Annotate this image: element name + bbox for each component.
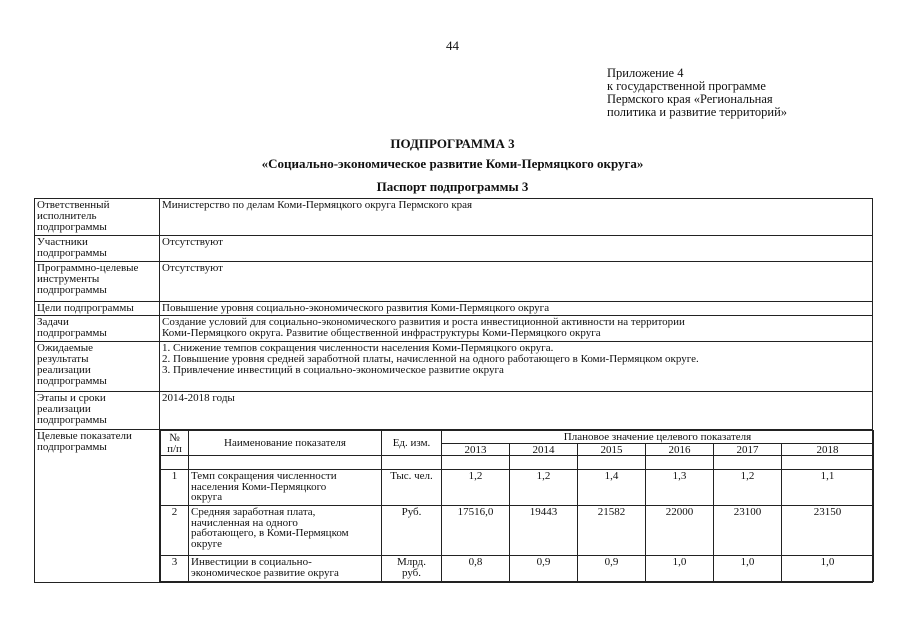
value-line: Отсутствуют [162, 236, 223, 248]
header-num-line: № [169, 432, 180, 444]
row-value [160, 392, 873, 430]
unit-line: руб. [401, 566, 422, 579]
label-line: Задачи [37, 316, 69, 328]
passport-table [34, 198, 873, 583]
name-line: Темп сокращения численности [191, 470, 337, 482]
label-line: Ожидаемые [37, 342, 94, 354]
label-line: подпрограммы [37, 327, 107, 339]
value-2014: 0,9 [510, 556, 578, 582]
value-2017: 23100 [714, 506, 782, 556]
name-line: Инвестиции в социально- [191, 556, 312, 568]
name-line: экономическое развитие округа [191, 566, 339, 579]
value-line: Создание условий для социально-экономического развития и роста инвестиционной активности на территории [162, 316, 685, 328]
value-2018: 1,0 [782, 556, 874, 582]
header-num [161, 431, 189, 456]
year-2017: 2017 [714, 443, 782, 456]
value-line: 3. Привлечение инвестиций в социально-экономическое развитие округа [162, 364, 504, 376]
row-num: 2 [161, 506, 189, 556]
row-unit: Руб. [382, 506, 442, 556]
row-label [35, 316, 160, 342]
name-line: округа [191, 491, 223, 503]
value-line: Отсутствуют [162, 262, 223, 274]
value-2014: 1,2 [510, 470, 578, 506]
indicators-spacer-row [161, 456, 874, 470]
spacer-cell [714, 456, 782, 470]
label-line: подпрограммы [37, 414, 107, 426]
value-line: Министерство по делам Коми-Пермяцкого округа Пермского края [162, 199, 473, 211]
row-name [189, 556, 382, 582]
row-label [35, 342, 160, 392]
value-line: Повышение уровня социально-экономического развития Коми-Пермяцкого округа [162, 302, 550, 314]
value-2013: 17516,0 [442, 506, 510, 556]
row-unit: Тыс. чел. [382, 470, 442, 506]
name-line: населения Коми-Пермяцкого [191, 480, 327, 493]
row-value [160, 262, 873, 302]
label-line: подпрограммы [37, 221, 107, 233]
table-row [161, 506, 874, 556]
subprogram-title: ПОДПРОГРАММА 3 [390, 136, 515, 151]
label-line: Программно-целевые [37, 262, 139, 274]
table-row [161, 470, 874, 506]
value-2013: 1,2 [442, 470, 510, 506]
value-2018: 1,1 [782, 470, 874, 506]
year-2015: 2015 [578, 443, 646, 456]
value-2017: 1,0 [714, 556, 782, 582]
year-2018: 2018 [782, 443, 874, 456]
row-value [160, 199, 873, 236]
row-num: 1 [161, 470, 189, 506]
label-line: Этапы и сроки [37, 392, 106, 404]
spacer-cell [161, 456, 189, 470]
row-label [35, 262, 160, 302]
spacer-cell [442, 456, 510, 470]
row-goals [35, 302, 873, 316]
row-label [35, 430, 160, 583]
header-unit: Ед. изм. [382, 431, 442, 456]
value-2013: 0,8 [442, 556, 510, 582]
spacer-cell [782, 456, 874, 470]
label-line: подпрограммы [37, 284, 107, 296]
row-value [160, 302, 873, 316]
row-value [160, 236, 873, 262]
spacer-cell [646, 456, 714, 470]
year-2013: 2013 [442, 443, 510, 456]
appendix-line: политика и развитие территорий» [607, 105, 788, 119]
year-2016: 2016 [646, 443, 714, 456]
label-line: Участники [37, 236, 88, 248]
row-num: 3 [161, 556, 189, 582]
label-line: подпрограммы [37, 375, 107, 387]
indicators-header-row [161, 431, 874, 444]
value-2015: 21582 [578, 506, 646, 556]
label-line: результаты [37, 353, 89, 365]
header-plan: Плановое значение целевого показателя [442, 431, 874, 444]
row-label [35, 392, 160, 430]
value-line: Коми-Пермяцкого округа. Развитие общественной инфраструктуры Коми-Пермяцкого округа [162, 327, 601, 339]
year-2014: 2014 [510, 443, 578, 456]
row-name [189, 470, 382, 506]
row-value [160, 342, 873, 392]
label-line: реализации [37, 403, 91, 415]
row-label [35, 302, 160, 316]
header-num-line: п/п [167, 442, 182, 455]
value-2016: 22000 [646, 506, 714, 556]
value-2015: 1,4 [578, 470, 646, 506]
row-indicators [35, 430, 873, 583]
passport-title: Паспорт подпрограммы 3 [376, 179, 529, 194]
row-name [189, 506, 382, 556]
value-2017: 1,2 [714, 470, 782, 506]
spacer-cell [578, 456, 646, 470]
value-2016: 1,0 [646, 556, 714, 582]
indicators-table [160, 430, 874, 582]
row-results [35, 342, 873, 392]
row-tasks [35, 316, 873, 342]
label-line: подпрограммы [37, 247, 107, 259]
name-line: работающего, в Коми-Пермяцком [191, 527, 349, 539]
spacer-cell [189, 456, 382, 470]
value-2014: 19443 [510, 506, 578, 556]
value-line: 2014-2018 годы [162, 392, 235, 404]
label-line: инструменты [37, 273, 100, 285]
value-line: 1. Снижение темпов сокращения численности населения Коми-Пермяцкого округа. [162, 342, 554, 354]
appendix-line: к государственной программе [607, 79, 766, 93]
name-line: округе [191, 537, 222, 550]
label-line: Целевые показатели [37, 430, 132, 442]
row-value [160, 316, 873, 342]
label-line: подпрограммы [37, 441, 107, 453]
label-line: исполнитель [37, 210, 97, 222]
row-stages [35, 392, 873, 430]
row-instruments [35, 262, 873, 302]
subprogram-name: «Социально-экономическое развитие Коми-Пермяцкого округа» [261, 156, 644, 171]
appendix-note [607, 67, 787, 119]
table-row [161, 556, 874, 582]
appendix-line: Приложение 4 [607, 66, 684, 80]
row-unit [382, 556, 442, 582]
value-2018: 23150 [782, 506, 874, 556]
label-line: реализации [37, 364, 91, 376]
label-line: Ответственный [37, 199, 110, 211]
page-number: 44 [446, 38, 459, 53]
row-participants [35, 236, 873, 262]
spacer-cell [382, 456, 442, 470]
appendix-line: Пермского края «Региональная [607, 92, 773, 106]
indicators-cell [160, 430, 873, 583]
header-name: Наименование показателя [189, 431, 382, 456]
unit-line: Млрд. [397, 556, 426, 568]
name-line: Средняя заработная плата, [191, 506, 316, 518]
row-executor [35, 199, 873, 236]
row-label [35, 236, 160, 262]
spacer-cell [510, 456, 578, 470]
value-line: 2. Повышение уровня средней заработной платы, начисленной на одного работающего в Коми-Пермяцком округе. [162, 353, 699, 365]
label-line: Цели подпрограммы [37, 302, 134, 314]
name-line: начисленная на одного [191, 516, 298, 529]
value-2015: 0,9 [578, 556, 646, 582]
row-label [35, 199, 160, 236]
value-2016: 1,3 [646, 470, 714, 506]
